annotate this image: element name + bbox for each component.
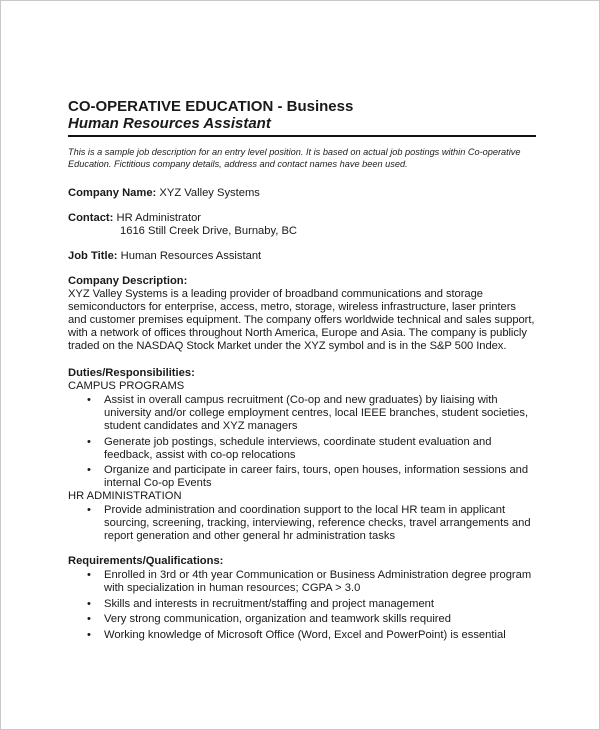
requirements-heading: Requirements/Qualifications: [68,555,224,567]
requirements-list [68,569,536,642]
company-name-field [68,187,536,200]
company-description-heading: Company Description: [68,275,188,287]
bullet-icon: • [87,394,91,406]
job-title-field [68,250,536,263]
list-item: • Skills and interests in recruitment/staffing and project management [87,597,434,610]
duties-heading: Duties/Responsibilities: [68,367,195,379]
duties-section [68,367,536,543]
list-item: • Enrolled in 3rd or 4th year Communication or Business Administration degree program with specialization in human resources; CGPA > 3.0 [87,569,532,594]
campus-programs-list [68,394,536,490]
job-title-label: Job Title: [68,250,118,262]
company-name-value: XYZ Valley Systems [159,187,260,199]
document-title: CO-OPERATIVE EDUCATION - Business [68,98,354,115]
title-divider [68,135,536,137]
bullet-icon: • [87,628,91,641]
company-name-label: Company Name: [68,187,157,199]
requirements-section [68,555,536,642]
job-title-value: Human Resources Assistant [120,250,262,262]
bullet-icon: • [87,504,91,516]
list-item: • Generate job postings, schedule interviews, coordinate student evaluation and feedback, assist with co-op relocations [87,435,492,461]
company-description-section [68,275,536,353]
duties-group-title: HR ADMINISTRATION [68,490,182,502]
list-item: • Very strong communication, organization and teamwork skills required [87,613,451,625]
contact-label: Contact: [68,212,114,224]
contact-field [68,212,536,238]
bullet-icon: • [87,464,91,476]
hr-administration-list [68,504,536,543]
list-item: • Working knowledge of Microsoft Office (Word, Excel and PowerPoint) is essential [87,628,506,641]
list-item: • Organize and participate in career fairs, tours, open houses, information sessions and internal Co-op Events [87,464,529,489]
bullet-icon: • [87,435,91,448]
bullet-icon: • [87,597,91,610]
intro-note: This is a sample job description for an entry level position. It is based on actual job postings within Co-operative Education. Fictitious company details, address and contact names have been used. [68,147,521,169]
contact-address: 1616 Still Creek Drive, Burnaby, BC [120,225,297,237]
document-subtitle: Human Resources Assistant [68,115,271,132]
company-description-text: XYZ Valley Systems is a leading provider of broadband communications and storage semiconductors for enterprise, access, metro, storage, wireless infrastructure, laser printers and customer premises equipment. The company offers worldwide technical and sales support, with a network of offices throughout North America, Europe and Asia. The company is publicly traded on the NASDAQ Stock Market under the XYZ symbol and is in the S&P 500 Index. [68,288,535,352]
list-item: • Provide administration and coordination support to the local HR team in applicant sourcing, screening, tracking, interviewing, reference checks, travel arrangements and report generation and other general hr administration tasks [87,504,531,542]
bullet-icon: • [87,613,91,625]
contact-value: HR Administrator [116,212,202,224]
document-content [68,98,536,642]
duties-group-title: CAMPUS PROGRAMS [68,380,185,392]
list-item: • Assist in overall campus recruitment (Co-op and new graduates) by liaising with university and/or college employment centres, local IEEE branches, student societies, student candidates and XYZ managers [87,394,529,432]
bullet-icon: • [87,569,91,581]
